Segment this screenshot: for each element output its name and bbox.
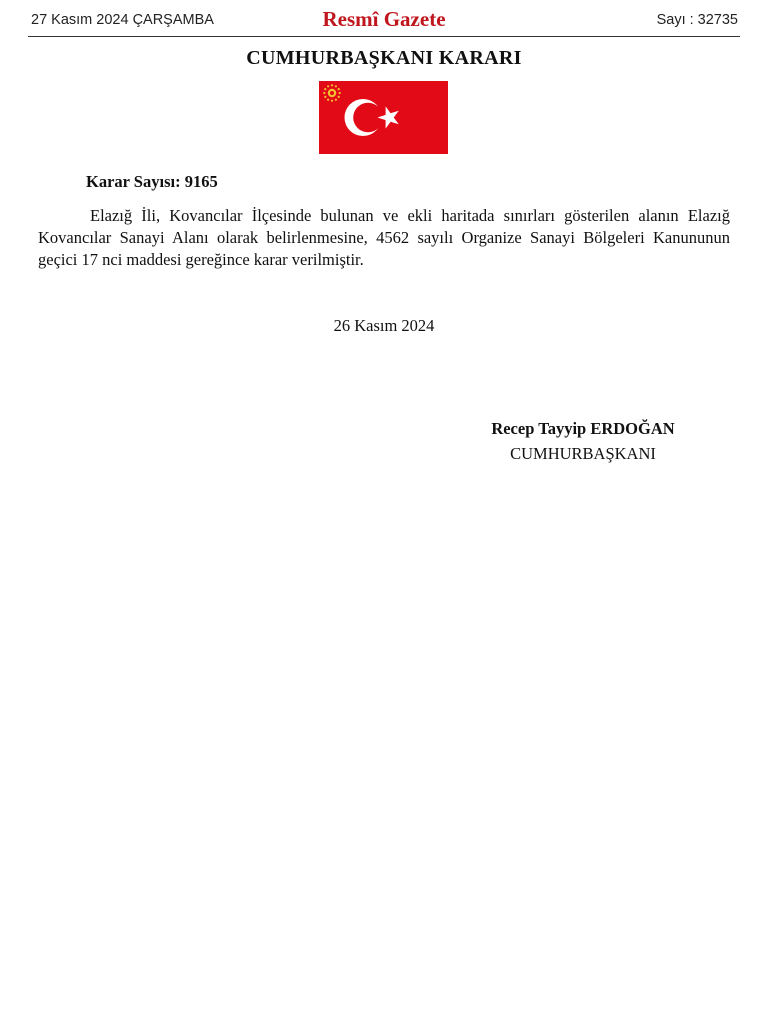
decision-number: Karar Sayısı: 9165 [86,172,218,191]
issue-number: Sayı : 32735 [656,12,738,28]
turkish-flag-icon [319,81,448,154]
signer-title: CUMHURBAŞKANI [510,444,656,463]
gazette-header [28,6,740,37]
decision-body: Elazığ İli, Kovancılar İlçesinde bulunan ve ekli haritada sınırları gösterilen alanın Elazığ Kovancılar Sanayi Alanı olarak belirlenmesine, 4562 sayılı Organize Sanayi Bölgeleri Kanununun geçici 17 nci maddesi gereğince karar verilmiştir. [38,206,730,269]
decision-type-heading: CUMHURBAŞKANI KARARI [246,47,522,69]
signer-name: Recep Tayyip ERDOĞAN [491,419,675,438]
issue-date: 27 Kasım 2024 ÇARŞAMBA [31,12,214,28]
decision-date: 26 Kasım 2024 [333,316,435,335]
gazette-title: Resmî Gazete [322,7,446,31]
